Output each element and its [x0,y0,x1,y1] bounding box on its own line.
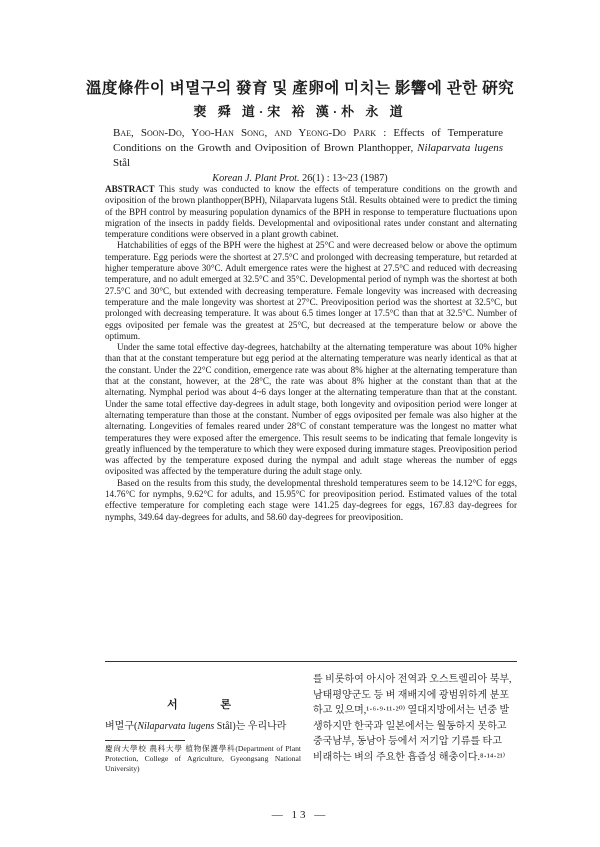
english-title-text: : Effects of Temperature Conditions on the Growth and Oviposition of Brown Planthopper, [113,127,504,154]
intro-text-part-1: 벼멸구( [105,721,138,732]
intro-species-name: Nilaparvata lugens [137,721,215,732]
abstract-paragraph-1 [105,184,517,240]
page-number: — 13 — [271,809,329,821]
abstract-paragraph-3: Under the same total effective day-degrees, hatchabilty at the alternating temperature was about 10% higher than that at the constant temperature but egg period at the alternating temperature was nearly identical as that at the constant. Under the 22°C condition, emergence rate was about 8% higher at the alternating temperature than that at the constant, however, at the 28°C, the rate was about 8% higher at the constant than that at the alternating. Nymphal period was about 4~6 days longer at the alternating temperature than that at the constant. Under the same total effective day-degrees in adult stage, both longevity and oviposition period were longer at alternating temperature than those at the constant. Number of eggs oviposited per female was also higher at the alternating. Longevities of females reared under 28°C of constant temperature was the longest no matter what temperatures they were exposed after the emergence. This result seems to be indicating that female longevity is greatly influenced by the temperature to which they were exposed during immature stages. Preoviposition period was affected by the temperature exposed during the nympal and adult stage whereas the number of eggs oviposited was affected by the temperature during the adult stage only. [105,342,517,477]
intro-line: 를 비롯하여 아시아 전역과 오스트렐리아 북부, [313,674,512,685]
intro-line: 중국남부, 동남아 등에서 저기압 기류를 타고 [313,736,502,747]
species-authority: Stål [113,156,131,169]
abstract-paragraph-2: Hatchabilities of eggs of the BPH were the highest at 25°C and were decreased below or above the optimum temperature. Egg periods were the shortest at 27.5°C and prolonged with decreasing temperature, but retarded at higher temperature above 30°C. Adult emergence rates were the highest at 27.5°C and reduced with decreasing temperature, and no adult emerged at 32.5°C and 35°C. Developmental period of nymph was the shortest at both 27.5°C and 30°C, but extended with decreasing temperature. Female longevity was increased with decreasing temperature and the male longevity was shortest at 27°C. Preoviposition period was the shortest at 32.5°C, but prolonged with decreasing temperature. It was about 6.5 times longer at 17.5°C than that at 32.5°C. Number of eggs oviposited per female was the greatest at 25°C, but decreased at the temperature below or above the optimum. [105,240,517,341]
journal-citation [0,173,600,184]
korean-title: 溫度條件이 벼멸구의 發育 및 產卵에 미치는 影響에 관한 硏究 [85,80,515,97]
english-authors: Bae, Soon-Do, Yoo-Han Song, and Yeong-Do Park [113,127,377,139]
english-title-block [113,126,503,170]
abstract-divider [105,661,517,662]
abstract-paragraph-4: Based on the results from this study, the developmental threshold temperatures seem to be 14.12°C for eggs, 14.76°C for nymphs, 9.62°C for adults, and 15.95°C for preoviposition period. Estimated values of the total effective temperature for completing each stage were 141.25 day-degrees for eggs, 167.83 day-degrees for nymphs, 349.64 day-degrees for adults, and 58.60 day-degrees for preoviposition. [105,477,517,522]
right-column [313,672,517,765]
abstract-label: ABSTRACT [105,184,155,194]
species-name: Nilaparvata lugens [417,141,503,154]
intro-line: 비래하는 벼의 주요한 흡즙성 해충이다.⁸·¹⁴·²¹⁾ [313,751,506,763]
abstract-text-1: This study was conducted to know the effects of temperature conditions on the growth and oviposition of the brown planthopper(BPH), Nilaparvata lugens Stål. Results obtained were to predict the timing of the BPH control by measuring population dynamics of the BPH in response to temperature fluctuations upon migration of the insects in paddy fields. Developmental and ovipositional rates under constant and alternating temperature conditions were observed in a plant growth cabinet. [105,184,517,240]
footnote-rule [105,740,185,741]
affiliation-footnote: 慶尙大學校 農科大學 植物保護學科(Department of Plant Protection, College of Agriculture, Gyeongsang National University) [105,744,301,773]
intro-paragraph-start [105,720,301,734]
intro-line: 생하지만 한국과 일본에서는 월동하지 못하고 [313,720,507,732]
left-column [105,676,301,774]
journal-name: Korean J. Plant Prot. [212,173,300,184]
korean-authors: 裵 舜 道·宋 裕 漢·朴 永 道 [193,104,407,119]
section-heading-introduction: 서 론 [166,699,251,711]
abstract-block [105,184,517,523]
intro-text-part-2: Stål)는 우리나라 [214,721,287,732]
intro-line: 하고 있으며,¹·⁶·⁹·¹¹·²⁰⁾ 열대지방에서는 년중 발 [313,705,510,716]
intro-line: 남태평양군도 등 벼 재배지에 광범위하게 분포 [313,689,510,701]
journal-volume: 26(1) : 13~23 (1987) [302,173,388,184]
